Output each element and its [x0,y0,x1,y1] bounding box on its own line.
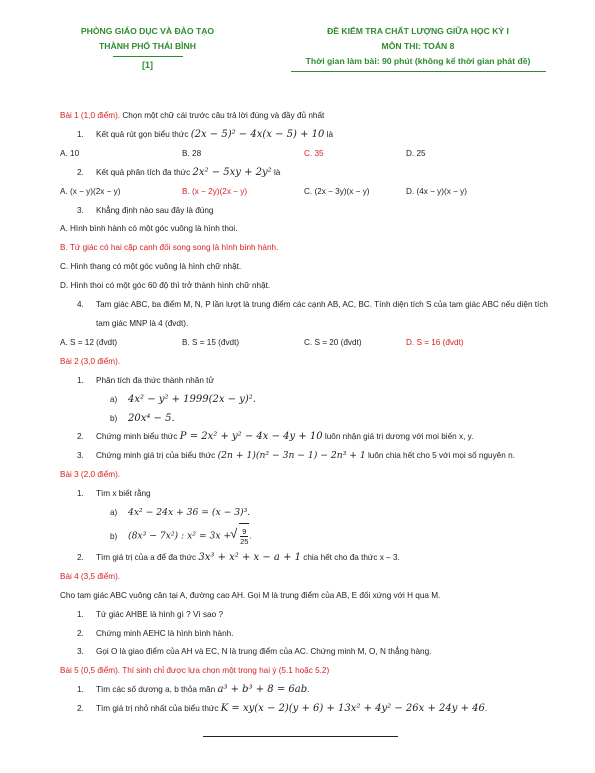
question-text: Tìm giá trị nhỏ nhất của biểu thức [96,704,221,714]
option-d: D. (4x − y)(x − y) [406,186,467,196]
math-expression: 4x² − 24x + 36 = (x − 3)³. [128,507,251,519]
option-a: A. S = 12 (đvdt) [60,337,118,347]
question-number: 2. [77,628,84,638]
header-left [40,24,255,73]
header-left-rule [113,56,183,57]
question-number: 4. [77,300,84,310]
section-4-intro: Cho tam giác ABC vuông cân tại A, đường cao AH. Gọi M là trung điểm của AB, E đối xứng với H qua M. [60,590,441,600]
b2-question-2 [60,428,550,447]
b3-q1-part-b [60,523,550,549]
header-right [268,24,568,73]
question-text: Tứ giác AHBE là hình gì ? Vì sao ? [96,609,223,619]
b1-q3-option-b: B. Tứ giác có hai cặp cạnh đối song song là hình bình hành. [60,243,279,253]
part-letter: a) [110,394,118,404]
b5-question-2 [60,700,550,719]
question-text-end: luôn nhận giá trị dương với mọi biến x, y. [322,432,474,442]
square-root [239,523,252,550]
math-expression: a³ + b³ + 8 = 6ab [217,684,308,696]
b1-q3-option-d: D. Hình thoi có một góc 60 độ thì trở thành hình chữ nhật. [60,281,271,291]
question-text: Khẳng định nào sau đây là đúng [96,205,214,215]
option-b: B. 28 [182,148,202,158]
b1-q2-options [60,183,550,202]
b2-q1-part-a [60,391,550,410]
b1-question-4 [60,296,550,334]
part-letter: b) [110,413,118,423]
section-4-title: Bài 4 (3,5 điểm). [60,571,121,581]
option-d: D. S = 16 (đvdt) [406,337,464,347]
b1-question-2 [60,164,550,183]
b4-question-2 [60,625,550,644]
question-number: 1. [77,489,84,499]
b2-q1-part-b [60,410,550,429]
question-number: 1. [77,129,84,139]
department-name: PHÒNG GIÁO DỤC VÀ ĐÀO TẠO [80,26,215,36]
question-number: 3. [77,647,84,657]
math-expression: (2n + 1)(n² − 3n − 1) − 2n³ + 1 [217,450,366,462]
question-text: Tìm giá trị của a để đa thức [96,552,199,562]
option-a: A. 10 [60,148,80,158]
math-expression: (2x − 5)² − 4x(x − 5) + 10 [190,128,325,140]
expression-end: . [249,531,252,541]
question-number: 3. [77,451,84,461]
option-c: C. S = 20 (đvdt) [304,337,362,347]
question-text: Tìm các số dương a, b thỏa mãn [96,685,218,695]
question-text-end: chia hết cho đa thức x – 3. [301,552,400,562]
math-expression: K = xy(x − 2)(y + 6) + 13x² + 4y² − 26x + 24y + 46 [220,703,485,715]
option-b: B. S = 15 (đvdt) [182,337,240,347]
option-c: C. (2x − 3y)(x − y) [304,186,370,196]
b1-q1-options [60,145,550,164]
b4-question-1 [60,606,550,625]
section-3-title: Bài 3 (2,0 điểm). [60,470,121,480]
city-name: THÀNH PHỐ THÁI BÌNH [99,41,196,51]
question-number: 2. [77,704,84,714]
math-expression: 3x³ + x² + x − a + 1 [198,551,301,563]
option-a: A. (x − y)(2x − y) [60,186,121,196]
section-1-heading [60,107,550,126]
section-5-title: Bài 5 (0,5 điểm). Thí sinh chỉ được lựa chọn một trong hai ý (5.1 hoặc 5.2) [60,666,330,676]
math-expression: P = 2x² + y² − 4x − 4y + 10 [179,431,323,443]
question-text: Kết quả rút gọn biểu thức [96,129,191,139]
question-text: Chứng minh AEHC là hình bình hành. [96,628,234,638]
fraction-numerator: √ 9 [240,527,248,537]
exam-code: [1] [142,60,153,70]
question-text: Kết quả phân tích đa thức [96,167,193,177]
section-1-title: Bài 1 (1,0 điểm). [60,111,121,120]
b3-question-2 [60,549,550,568]
question-text: Tìm x biết rằng [96,489,151,499]
fraction-denominator: 25 [240,537,249,547]
subject: MÔN THI: TOÁN 8 [381,41,455,51]
option-d: D. 25 [406,148,426,158]
b5-question-1 [60,681,550,700]
part-letter: b) [110,531,118,541]
question-number: 1. [77,609,84,619]
question-number: 1. [77,685,84,695]
question-number: 1. [77,375,84,385]
math-expression: (8x³ − 7x²) : x² = 3x + [128,530,232,542]
question-number: 2. [77,167,84,177]
b3-question-1 [60,485,550,504]
b1-question-1 [60,126,550,145]
question-text: Chứng minh giá trị của biểu thức [96,451,218,461]
question-text: Tam giác ABC, ba điểm M, N, P lần lượt là trung điểm các cạnh AB, AC, BC. Tính diện tích S của tam giác ABC nếu diện tích tam giác MNP là 4 (đvdt). [96,300,548,328]
b1-q4-options [60,334,550,353]
b1-question-3 [60,202,550,221]
question-text-end: luôn chia hết cho 5 với mọi số nguyên n. [365,451,515,461]
section-1-intro: Chọn một chữ cái trước câu trả lời đúng và đầy đủ nhất [120,111,325,120]
question-text-end: . [484,704,488,714]
header-right-rule [291,71,546,72]
option-b: B. (x − 2y)(2x − y) [182,186,248,196]
question-text-end: là [324,129,334,139]
b2-question-3 [60,447,550,466]
math-expression: 4x² − y² + 1999(2x − y)². [128,393,256,405]
math-expression: 20x⁴ − 5. [128,412,175,424]
question-text: Gọi O là giao điểm của AH và EC, N là trung điểm của AC. Chứng minh M, O, N thẳng hàng. [96,647,432,657]
question-text-end: là [271,167,281,177]
exam-content [60,107,550,719]
math-expression: 2x² − 5xy + 2y² [192,166,272,178]
b3-q1-part-a [60,504,550,523]
part-letter: a) [110,508,118,518]
b1-q3-option-a: A. Hình bình hành có một góc vuông là hình thoi. [60,224,238,234]
section-2-title: Bài 2 (3,0 điểm). [60,356,121,366]
b2-question-1 [60,372,550,391]
question-text: Chứng minh biểu thức [96,432,180,442]
footer-rule [203,736,398,737]
question-text: Phân tích đa thức thành nhân tử [96,375,214,385]
question-number: 3. [77,205,84,215]
option-c: C. 35 [304,148,324,158]
b4-question-3 [60,643,550,662]
exam-title: ĐỀ KIỂM TRA CHẤT LƯỢNG GIỮA HỌC KỲ I [327,26,509,36]
question-number: 2. [77,552,84,562]
time-allowed: Thời gian làm bài: 90 phút (không kể thời gian phát đề) [305,56,531,66]
b1-q3-option-c: C. Hình thang có một góc vuông là hình chữ nhật. [60,262,242,272]
question-number: 2. [77,432,84,442]
question-text-end: . [307,685,310,695]
